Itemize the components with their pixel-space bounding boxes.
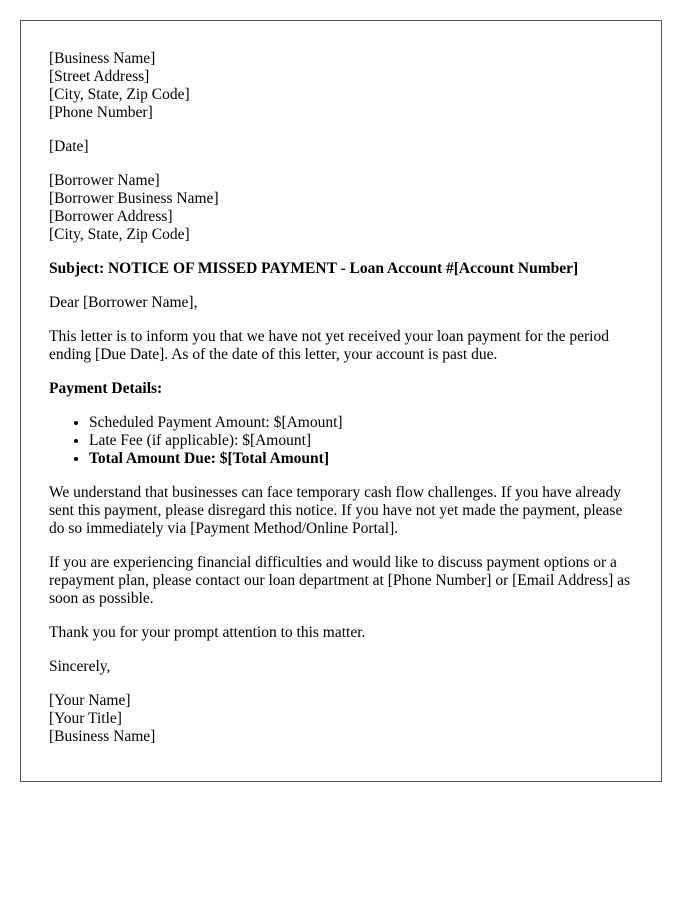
sender-phone: [Phone Number] [49,104,153,121]
sender-city-state-zip: [City, State, Zip Code] [49,86,190,103]
paragraph-thank-you: Thank you for your prompt attention to this matter. [49,624,366,641]
paragraph-financial-difficulties: If you are experiencing financial difficulties and would like to discuss payment options or a repayment plan, please contact our loan department at [Phone Number] or [Email Address] as soon as possible. [49,554,631,607]
paragraph-notice: This letter is to inform you that we have not yet received your loan payment for the period ending [Due Date]. As of the date of this letter, your account is past due. [49,328,609,363]
letter-page [20,20,662,782]
payment-detail-late-fee: • Late Fee (if applicable): $[Amount] [89,432,633,450]
recipient-address: [Borrower Address] [49,208,173,225]
paragraph-cash-flow: We understand that businesses can face temporary cash flow challenges. If you have already sent this payment, please disregard this notice. If you have not yet made the payment, please do so immediately via [Payment Method/Online Portal]. [49,484,623,537]
recipient-name: [Borrower Name] [49,172,160,189]
sender-address-block [49,50,633,122]
closing: Sincerely, [49,658,111,675]
signature-title: [Your Title] [49,710,122,727]
salutation: Dear [Borrower Name], [49,294,198,311]
payment-detail-total-due: • Total Amount Due: $[Total Amount] [89,450,633,468]
sender-business-name: [Business Name] [49,50,156,67]
recipient-business-name: [Borrower Business Name] [49,190,219,207]
signature-block [49,692,633,746]
payment-details-heading: Payment Details: [49,380,163,397]
letter-date: [Date] [49,138,89,155]
recipient-address-block [49,172,633,244]
subject-line: Subject: NOTICE OF MISSED PAYMENT - Loan Account #[Account Number] [49,260,579,277]
payment-detail-scheduled-amount: • Scheduled Payment Amount: $[Amount] [89,414,633,432]
payment-details-list [49,414,633,468]
sender-street-address: [Street Address] [49,68,150,85]
signature-business-name: [Business Name] [49,728,156,745]
signature-name: [Your Name] [49,692,131,709]
recipient-city-state-zip: [City, State, Zip Code] [49,226,190,243]
